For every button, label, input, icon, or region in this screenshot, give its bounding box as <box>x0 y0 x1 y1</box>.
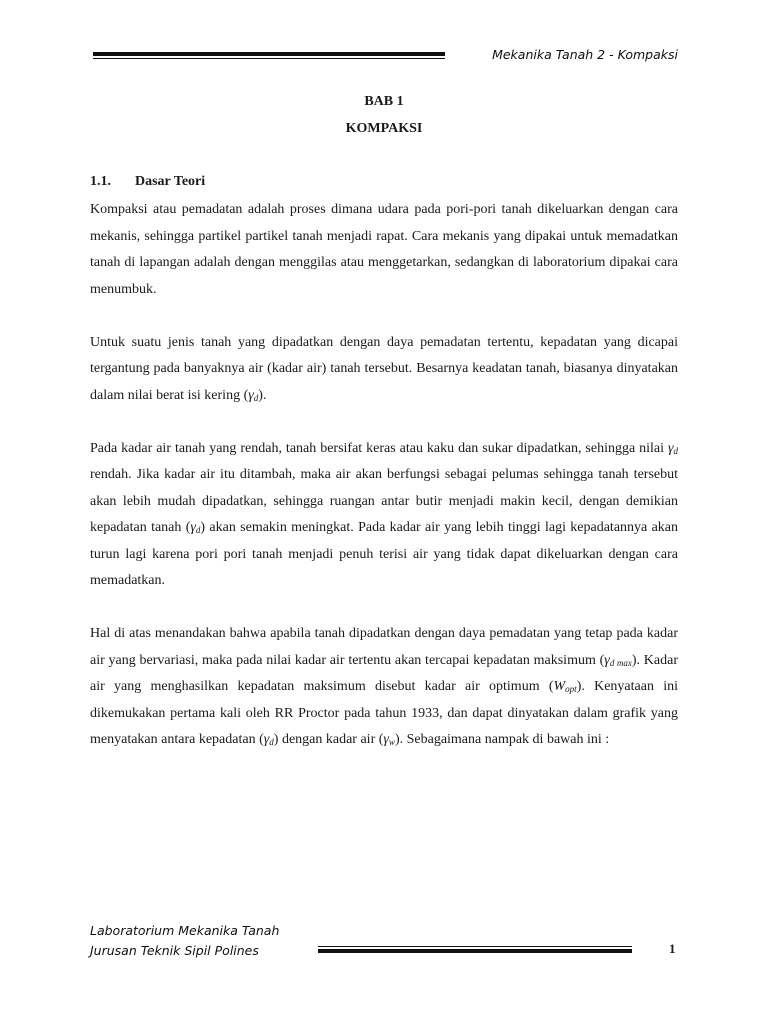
section-heading <box>90 174 205 190</box>
footer-text <box>90 921 279 961</box>
paragraph-1: Kompaksi atau pemadatan adalah proses dimana udara pada pori-pori tanah dikeluarkan dengan cara mekanis, sehingga partikel partikel tanah menjadi rapat. Cara mekanis yang dipakai untuk memadatkan tanah di lapangan adalah dengan menggilas atau menggetarkan, sedangkan di laboratorium dipakai cara menumbuk. <box>90 202 678 297</box>
footer-rule <box>318 946 632 953</box>
running-header-title: Mekanika Tanah 2 - Kompaksi <box>492 47 678 62</box>
page-number: 1 <box>669 941 676 956</box>
gamma-w-symbol: $\gamma_w$ <box>383 732 395 747</box>
paragraph-3: Pada kadar air tanah yang rendah, tanah bersifat keras atau kaku dan sukar dipadatkan, sehingga nilai $\gamma_d$ rendah. Jika kadar air itu ditambah, maka air akan berfungsi sebagai pelumas sehingga tanah tersebut akan lebih mudah dipadatkan, sehingga ruangan antar butir menjadi makin kecil, dengan demikian kepadatan tanah $(\gamma_d)$ akan semakin meningkat. Pada kadar air yang lebih tinggi lagi kepadatannya akan turun lagi karena pori pori tanah menjadi penuh terisi air yang tidak dapat dikeluarkan dengan cara memadatkan. <box>90 440 678 588</box>
gamma-dmax-symbol: $\gamma_{d max}$ <box>604 652 632 668</box>
paragraph-4: Hal di atas menandakan bahwa apabila tanah dipadatkan dengan daya pemadatan yang tetap pada kadar air yang bervariasi, maka pada nilai kadar air tertentu akan tercapai kepadatan maksimum $(\gamma_{d max})$. Kadar air yang menghasilkan kepadatan maksimum disebut kadar air optimum $(W_{opt})$. Kenyataan ini dikemukakan pertama kali oleh RR Proctor pada tahun 1933, dan dapat dinyatakan dalam grafik yang menyatakan antara kepadatan $(\gamma_d)$ dengan kadar air $(\gamma_w)$. Sebagaimana nampak di bawah ini : <box>90 626 678 747</box>
footer-line-1: Laboratorium Mekanika Tanah <box>90 923 280 938</box>
gamma-d-symbol: $\gamma_d$ <box>248 387 259 403</box>
paragraph-2: Untuk suatu jenis tanah yang dipadatkan dengan daya pemadatan tertentu, kepadatan yang dicapai tergantung pada banyaknya air (kadar air) tanah tersebut. Besarnya keadatan tanah, biasanya dinyatakan dalam nilai berat isi kering $(\gamma_d)$. <box>90 334 678 403</box>
gamma-d-symbol: $\gamma_d$ <box>263 732 274 747</box>
header-rule <box>93 52 445 59</box>
section-title: Dasar Teori <box>135 174 206 189</box>
chapter-label: BAB 1 <box>364 94 404 109</box>
gamma-d-symbol: $\gamma_d$ <box>190 520 201 535</box>
body-text <box>90 197 678 754</box>
gamma-d-symbol: $\gamma_d$ <box>667 440 678 456</box>
chapter-title: KOMPAKSI <box>345 121 423 136</box>
w-opt-symbol: $W_{opt}$ <box>553 679 577 694</box>
section-number: 1.1. <box>90 174 111 189</box>
footer-line-2: Jurusan Teknik Sipil Polines <box>90 943 259 958</box>
